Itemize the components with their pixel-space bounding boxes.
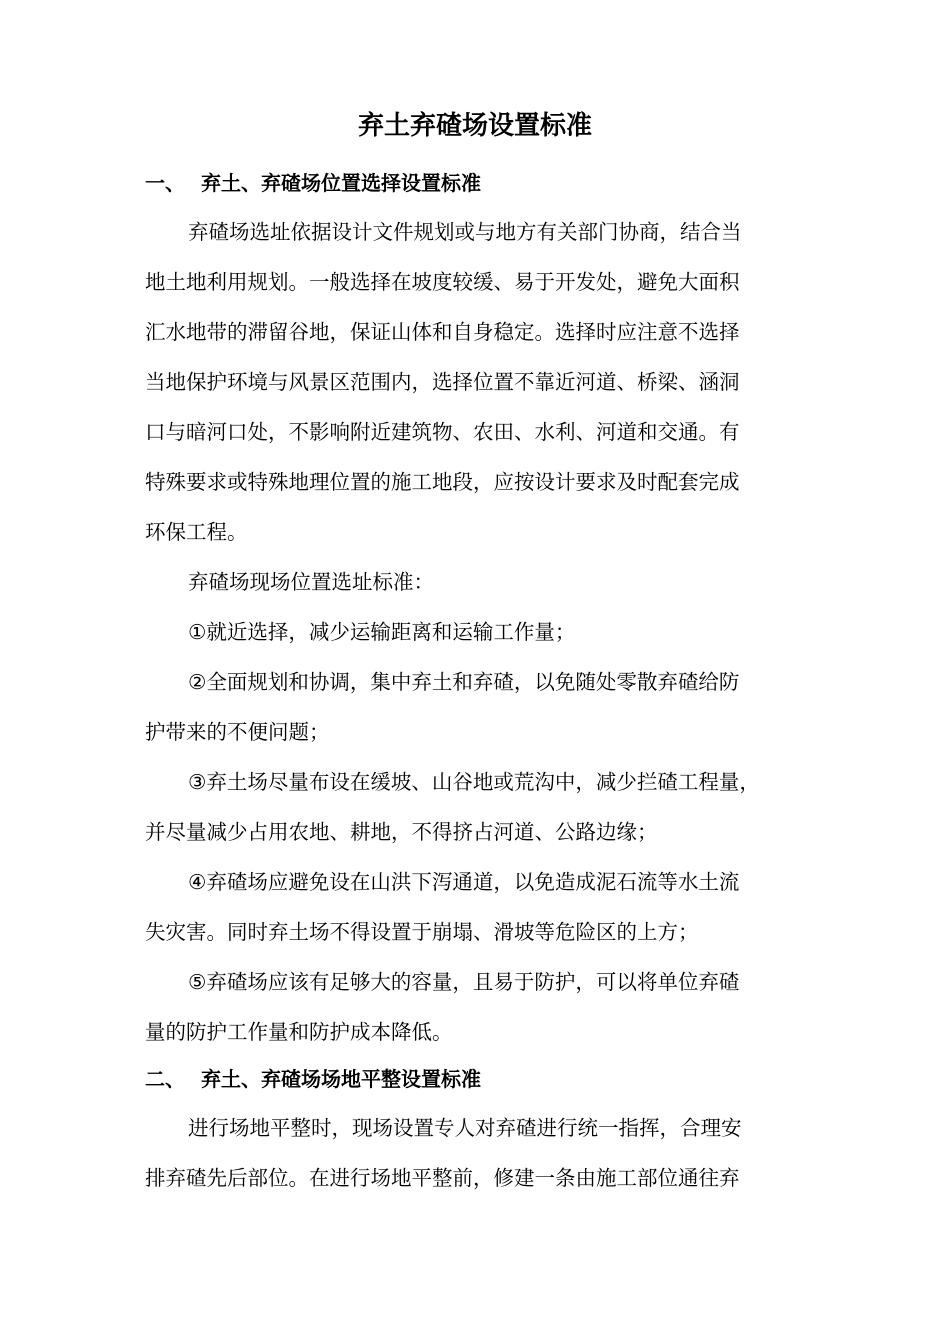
text-line: 并尽量减少占用农地、耕地，不得挤占河道、公路边缘； xyxy=(145,820,658,844)
paragraph-site-leveling xyxy=(145,1103,825,1203)
text-line: 弃碴场选址依据设计文件规划或与地方有关部门协商，结合当 xyxy=(188,220,742,244)
text-line: 地土地利用规划。一般选择在坡度较缓、易于开发处，避免大面积 xyxy=(145,270,740,294)
text-line: ①就近选择，减少运输距离和运输工作量； xyxy=(188,620,576,644)
paragraph-criteria-intro xyxy=(145,557,825,607)
text-line: ⑤弃碴场应该有足够大的容量，且易于防护，可以将单位弃碴 xyxy=(188,970,740,994)
text-line: ④弃碴场应避免设在山洪下泻通道，以免造成泥石流等水土流 xyxy=(188,870,740,894)
text-line: 汇水地带的滞留谷地，保证山体和自身稳定。选择时应注意不选择 xyxy=(145,320,740,344)
text-line: 量的防护工作量和防护成本降低。 xyxy=(145,1020,453,1044)
paragraph-criterion-2 xyxy=(145,657,825,757)
section-number-2: 二、 xyxy=(145,1067,185,1091)
paragraph-criterion-4 xyxy=(145,857,825,957)
section-heading-2 xyxy=(145,1063,825,1095)
paragraph-criterion-1 xyxy=(145,607,825,657)
paragraph-site-selection xyxy=(145,207,825,557)
document-title: 弃土弃碴场设置标准 xyxy=(357,111,592,141)
text-line: 进行场地平整时，现场设置专人对弃碴进行统一指挥，合理安 xyxy=(188,1116,742,1140)
text-line: 失灾害。同时弃土场不得设置于崩塌、滑坡等危险区的上方； xyxy=(145,920,699,944)
text-line: 排弃碴先后部位。在进行场地平整前，修建一条由施工部位通往弃 xyxy=(145,1166,740,1190)
paragraph-criterion-3 xyxy=(145,757,825,857)
section-heading-1 xyxy=(145,167,825,199)
section-title-1: 弃土、弃碴场位置选择设置标准 xyxy=(201,171,481,195)
text-line: 环保工程。 xyxy=(145,520,248,544)
text-line: 弃碴场现场位置选址标准： xyxy=(188,570,434,594)
section-title-2: 弃土、弃碴场场地平整设置标准 xyxy=(201,1067,481,1091)
text-line: 护带来的不便问题； xyxy=(145,720,330,744)
text-line: 当地保护环境与风景区范围内，选择位置不靠近河道、桥梁、涵洞 xyxy=(145,370,740,394)
text-line: 口与暗河口处，不影响附近建筑物、农田、水利、河道和交通。有 xyxy=(145,420,740,444)
section-number-1: 一、 xyxy=(145,171,185,195)
text-line: 特殊要求或特殊地理位置的施工地段，应按设计要求及时配套完成 xyxy=(145,470,740,494)
text-line: ③弃土场尽量布设在缓坡、山谷地或荒沟中，减少拦碴工程量， xyxy=(188,770,760,794)
text-line: ②全面规划和协调，集中弃土和弃碴，以免随处零散弃碴给防 xyxy=(188,670,740,694)
paragraph-criterion-5 xyxy=(145,957,825,1057)
